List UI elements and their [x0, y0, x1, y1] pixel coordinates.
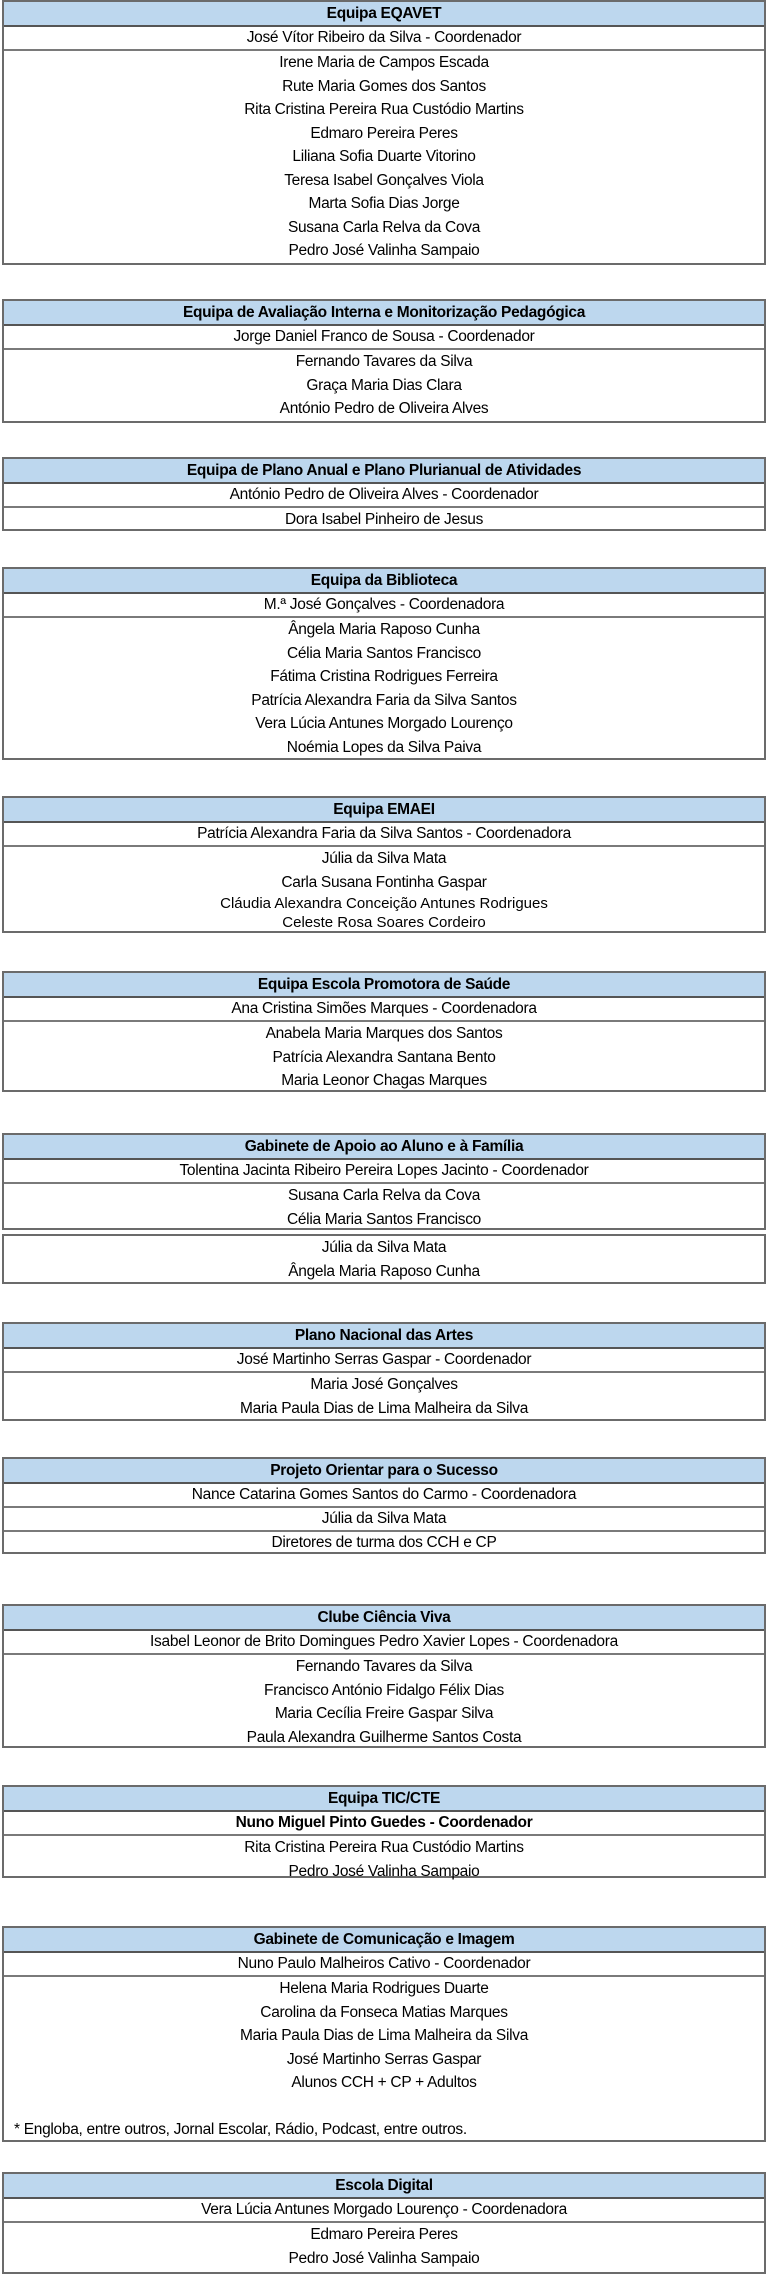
member: Rita Cristina Pereira Rua Custódio Martins [244, 1839, 524, 1856]
team-plano-nacional-artes [2, 1322, 766, 1421]
member: Célia Maria Santos Francisco [286, 644, 482, 662]
member: Pedro José Valinha Sampaio [288, 1862, 480, 1880]
member-list [4, 350, 764, 421]
team-escola-promotora-saude [2, 971, 766, 1092]
team-eqavet [2, 0, 766, 265]
member: Irene Maria de Campos Escada [279, 54, 489, 71]
member: Edmaro Pereira Peres [310, 2226, 458, 2243]
member: Celeste Rosa Soares Cordeiro [282, 914, 486, 931]
member: Anabela Maria Marques dos Santos [265, 1025, 503, 1042]
member: Pedro José Valinha Sampaio [288, 2249, 480, 2267]
team-coordinator: M.ª José Gonçalves - Coordenadora [4, 594, 764, 618]
member-list [4, 1022, 764, 1093]
team-coordinator: Jorge Daniel Franco de Sousa - Coordenador [4, 326, 764, 350]
member: Fernando Tavares da Silva [295, 353, 473, 370]
team-title: Equipa TIC/CTE [4, 1787, 764, 1812]
team-gabinete-comunicacao-imagem [2, 1926, 766, 2142]
member: Cláudia Alexandra Conceição Antunes Rodrigues [220, 895, 548, 912]
team-title: Equipa EMAEI [4, 798, 764, 823]
member: Teresa Isabel Gonçalves Viola [284, 171, 484, 189]
team-coordinator: José Vítor Ribeiro da Silva - Coordenador [4, 27, 764, 51]
team-projeto-orientar [2, 1457, 766, 1554]
team-coordinator: Tolentina Jacinta Ribeiro Pereira Lopes Jacinto - Coordenador [4, 1160, 764, 1184]
team-tic-cte [2, 1785, 766, 1878]
member: Noémia Lopes da Silva Paiva [286, 738, 482, 756]
team-clube-ciencia-viva [2, 1604, 766, 1748]
member: Júlia da Silva Mata [321, 850, 447, 867]
team-title: Projeto Orientar para o Sucesso [4, 1459, 764, 1484]
member: Susana Carla Relva da Cova [287, 1187, 481, 1204]
team-biblioteca [2, 567, 766, 760]
member: Diretores de turma dos CCH e CP [271, 1534, 497, 1551]
team-emaei [2, 796, 766, 933]
member: Alunos CCH + CP + Adultos [291, 2074, 477, 2091]
member-list [4, 1977, 764, 2142]
member: Maria Leonor Chagas Marques [281, 1072, 487, 1089]
member: Maria Cecília Freire Gaspar Silva [274, 1705, 494, 1722]
member: Paula Alexandra Guilherme Santos Costa [246, 1728, 522, 1746]
member: Graça Maria Dias Clara [306, 376, 462, 394]
member: Fernando Tavares da Silva [295, 1658, 473, 1675]
team-title: Equipa de Plano Anual e Plano Plurianual de Atividades [4, 459, 764, 484]
member: Patrícia Alexandra Santana Bento [272, 1048, 496, 1066]
team-escola-digital [2, 2172, 766, 2274]
member: Ângela Maria Raposo Cunha [288, 1262, 480, 1280]
member: Pedro José Valinha Sampaio [288, 242, 480, 259]
member-list [4, 1508, 764, 1554]
member: Susana Carla Relva da Cova [287, 218, 481, 236]
team-title: Gabinete de Comunicação e Imagem [4, 1928, 764, 1953]
member-list [4, 847, 764, 932]
team-title: Gabinete de Apoio ao Aluno e à Família [4, 1135, 764, 1160]
team-plano-anual [2, 457, 766, 531]
member-list [4, 1184, 764, 1231]
member: Rute Maria Gomes dos Santos [282, 77, 486, 95]
team-coordinator: Isabel Leonor de Brito Domingues Pedro Xavier Lopes - Coordenadora [4, 1631, 764, 1655]
team-coordinator: Nance Catarina Gomes Santos do Carmo - Coordenadora [4, 1484, 764, 1508]
member-list [4, 2223, 764, 2270]
spacer-row [4, 2095, 764, 2119]
team-title: Equipa EQAVET [4, 2, 764, 27]
team-title: Equipa Escola Promotora de Saúde [4, 973, 764, 998]
member: Fátima Cristina Rodrigues Ferreira [270, 668, 498, 685]
member: Vera Lúcia Antunes Morgado Lourenço [255, 715, 513, 732]
team-coordinator: António Pedro de Oliveira Alves - Coordenador [4, 484, 764, 508]
member: Helena Maria Rodrigues Duarte [279, 1980, 489, 1997]
member: Maria José Gonçalves [310, 1376, 458, 1393]
member: Carolina da Fonseca Matias Marques [260, 2003, 508, 2021]
member: Liliana Sofia Duarte Vitorino [292, 148, 476, 165]
member: Francisco António Fidalgo Félix Dias [264, 1681, 504, 1699]
team-coordinator: Nuno Miguel Pinto Guedes - Coordenador [4, 1812, 764, 1836]
member: Patrícia Alexandra Faria da Silva Santos [251, 691, 517, 709]
team-title: Clube Ciência Viva [4, 1606, 764, 1631]
team-title: Equipa da Biblioteca [4, 569, 764, 594]
member: Dora Isabel Pinheiro de Jesus [284, 511, 484, 528]
team-title: Equipa de Avaliação Interna e Monitorização Pedagógica [4, 301, 764, 326]
member: José Martinho Serras Gaspar [286, 2050, 482, 2068]
team-note: * Engloba, entre outros, Jornal Escolar, Rádio, Podcast, entre outros. [14, 2121, 467, 2138]
team-coordinator: Patrícia Alexandra Faria da Silva Santos - Coordenadora [4, 823, 764, 847]
member: Marta Sofia Dias Jorge [308, 195, 460, 212]
member: Maria Paula Dias de Lima Malheira da Silva [239, 2027, 529, 2044]
member: Júlia da Silva Mata [321, 1239, 447, 1256]
member: Carla Susana Fontinha Gaspar [281, 873, 487, 891]
member-list [4, 1373, 764, 1420]
member-list [4, 508, 764, 532]
member: Ângela Maria Raposo Cunha [288, 621, 480, 638]
team-coordinator: Vera Lúcia Antunes Morgado Lourenço - Coordenadora [4, 2199, 764, 2223]
team-coordinator: José Martinho Serras Gaspar - Coordenador [4, 1349, 764, 1373]
team-title: Escola Digital [4, 2174, 764, 2199]
member: Maria Paula Dias de Lima Malheira da Silva [239, 1399, 529, 1417]
member: Júlia da Silva Mata [4, 1508, 764, 1532]
member-list [4, 618, 764, 759]
member-list [4, 1655, 764, 1749]
member-list [4, 1836, 764, 1883]
member: Rita Cristina Pereira Rua Custódio Martins [244, 101, 524, 118]
member: António Pedro de Oliveira Alves [279, 400, 489, 417]
team-gabinete-apoio-extra-members [2, 1234, 766, 1284]
team-coordinator: Ana Cristina Simões Marques - Coordenadora [4, 998, 764, 1022]
team-title: Plano Nacional das Artes [4, 1324, 764, 1349]
member-list [4, 51, 764, 263]
team-avaliacao-interna [2, 299, 766, 423]
team-coordinator: Nuno Paulo Malheiros Cativo - Coordenador [4, 1953, 764, 1977]
member: Edmaro Pereira Peres [310, 124, 458, 142]
member: Célia Maria Santos Francisco [286, 1210, 482, 1228]
team-gabinete-apoio-aluno-familia [2, 1133, 766, 1230]
